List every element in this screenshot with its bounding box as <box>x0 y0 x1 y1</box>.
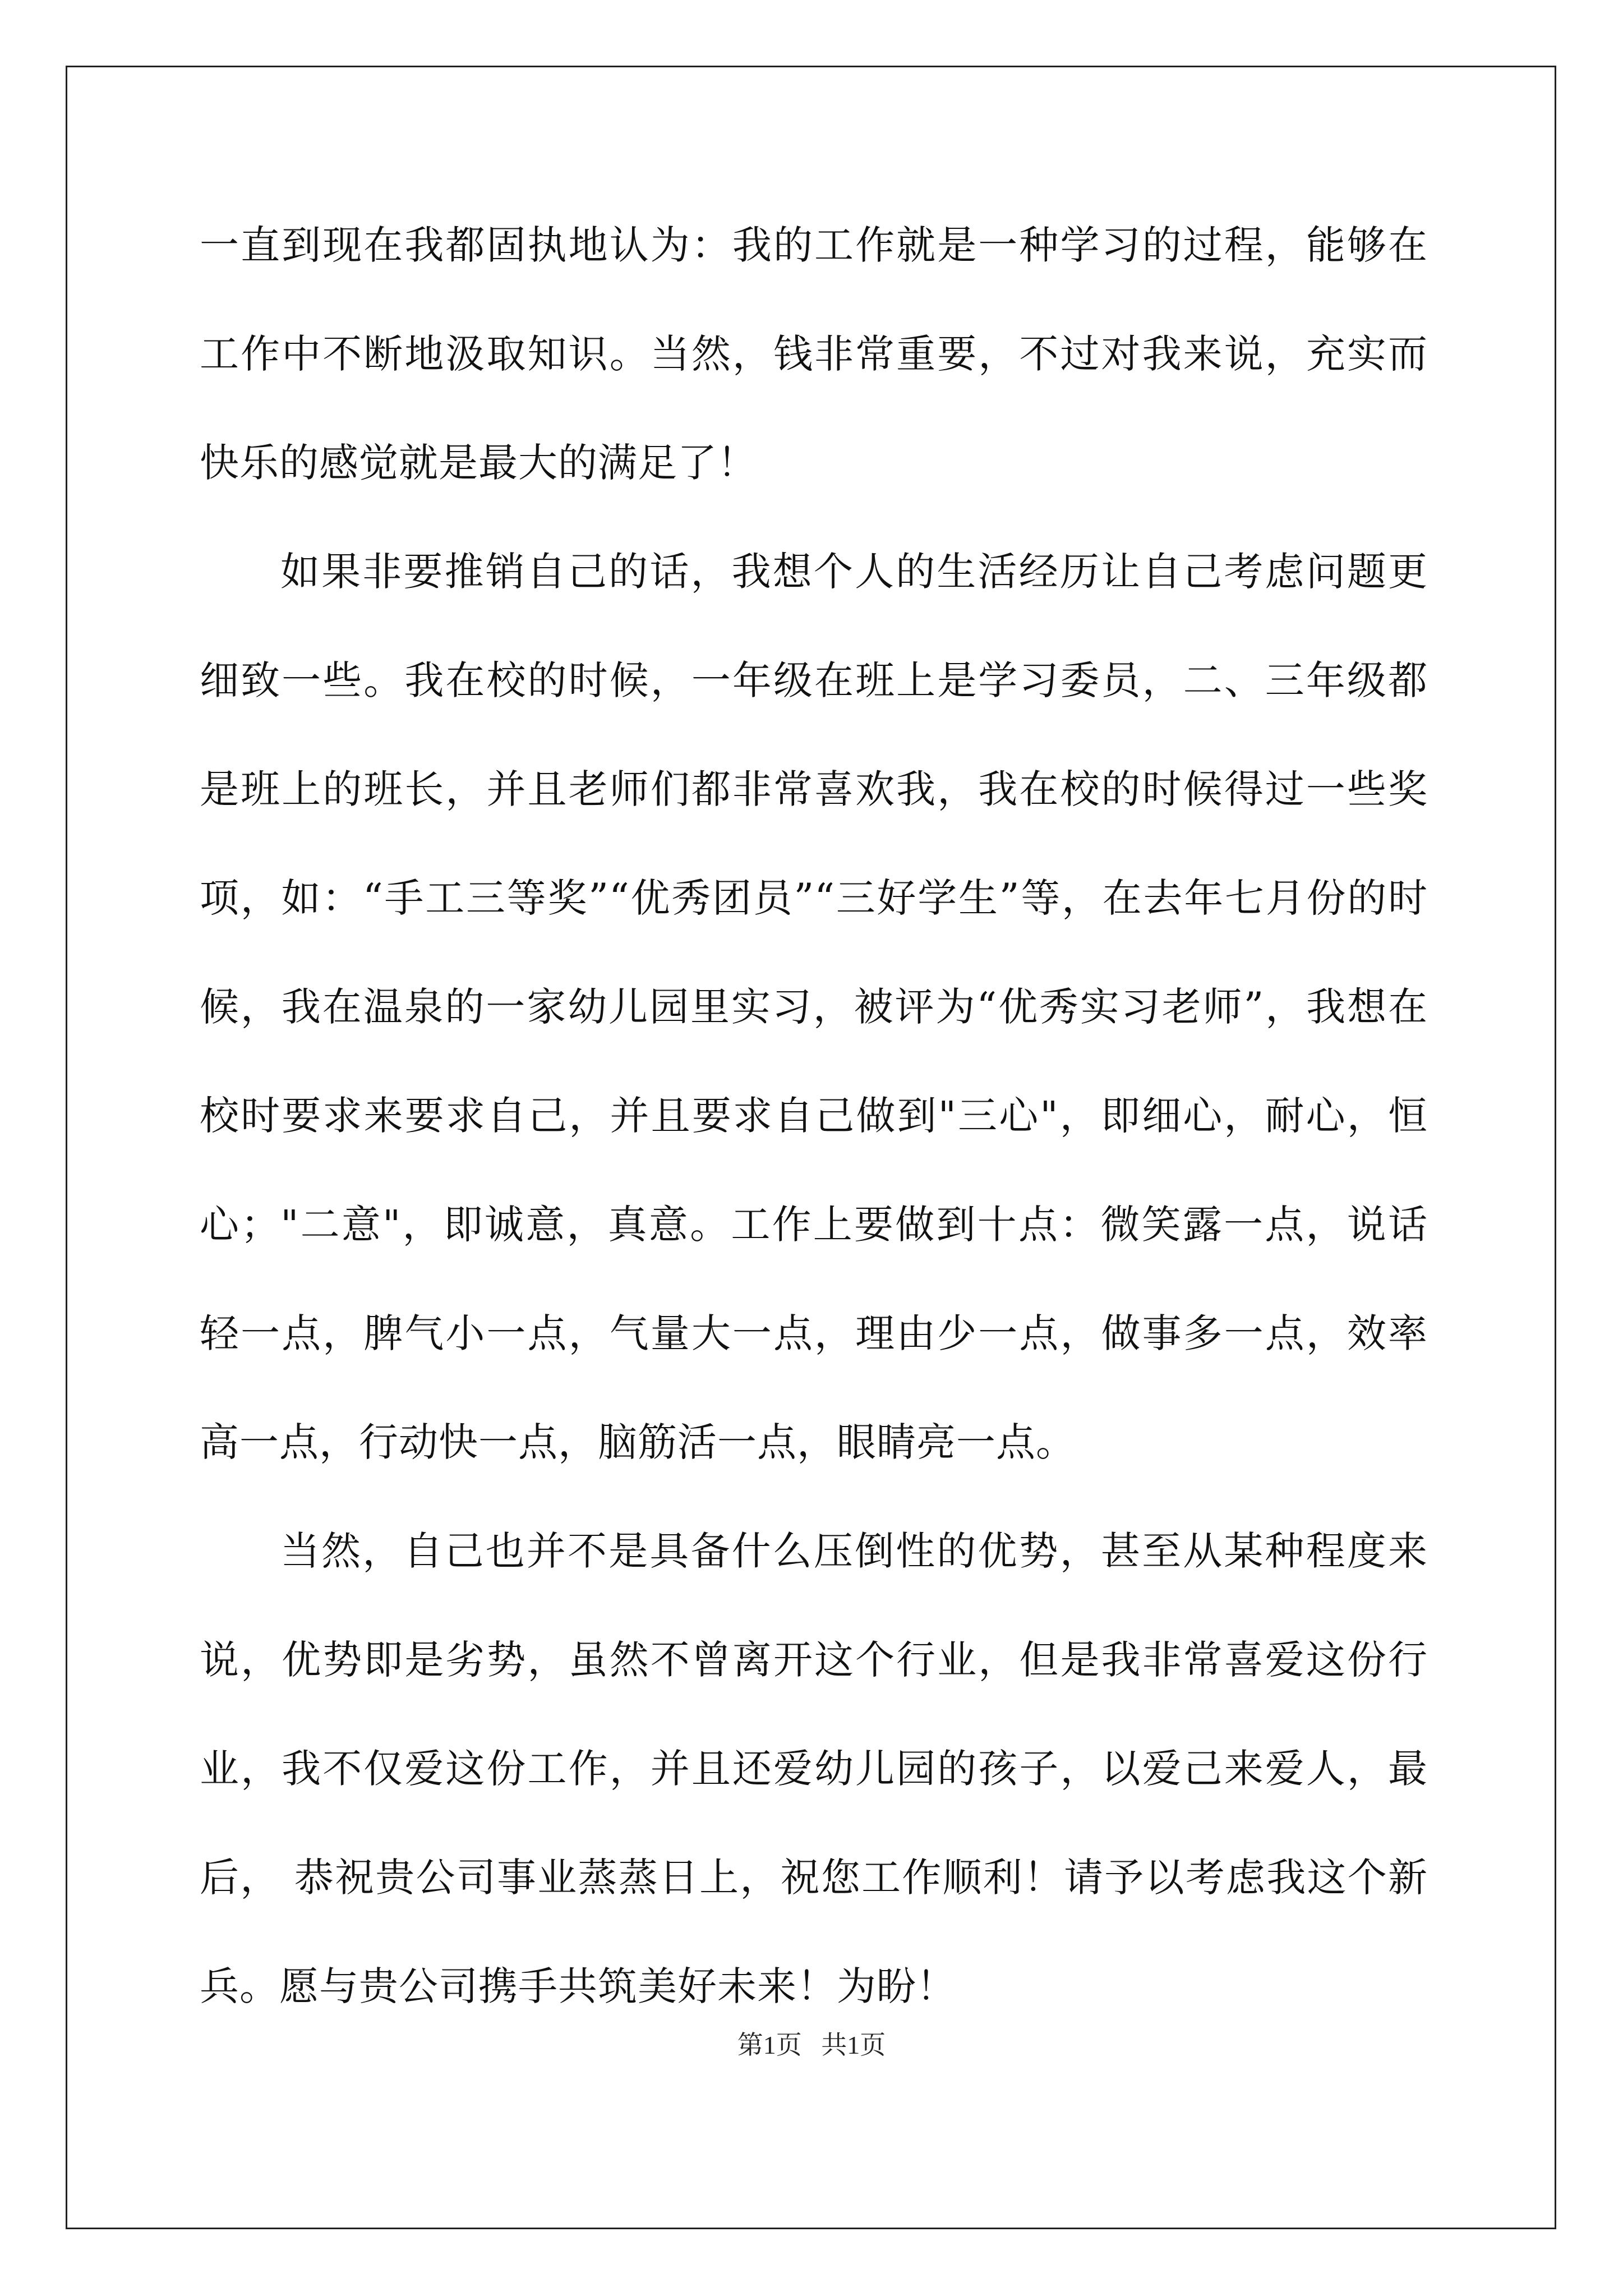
paragraph-1: 一直到现在我都固执地认为：我的工作就是一种学习的过程，能够在工作中不断地汲取知识。当然，钱非常重要，不过对我来说，充实而快乐的感觉就是最大的满足了！ <box>200 222 1428 486</box>
document-body <box>200 191 1428 2041</box>
paragraph-2: 如果非要推销自己的话，我想个人的生活经历让自己考虑问题更细致一些。我在校的时候，一年级在班上是学习委员，二、三年级都是班上的班长，并且老师们都非常喜欢我，我在校的时候得过一些奖项，如：“手工三等奖”“优秀团员”“三好学生”等，在去年七月份的时候，我在温泉的一家幼儿园里实习，被评为“优秀实习老师”，我想在校时要求来要求自己，并且要求自己做到"三心"，即细心，耐心，恒心；"二意"，即诚意，真意。工作上要做到十点：微笑露一点，说话轻一点，脾气小一点，气量大一点，理由少一点，做事多一点，效率高一点，行动快一点，脑筋活一点，眼睛亮一点。 <box>200 549 1428 1465</box>
page-number-footer: 第1页 共1页 <box>737 2031 886 2059</box>
paragraph-3: 当然，自己也并不是具备什么压倒性的优势，甚至从某种程度来说，优势即是劣势，虽然不曾离开这个行业，但是我非常喜爱这份行业，我不仅爱这份工作，并且还爱幼儿园的孩子，以爱己来爱人，最后， 恭祝贵公司事业蒸蒸日上，祝您工作顺利！请予以考虑我这个新兵。愿与贵公司携手共筑美好未来！为盼！ <box>200 1528 1428 2009</box>
